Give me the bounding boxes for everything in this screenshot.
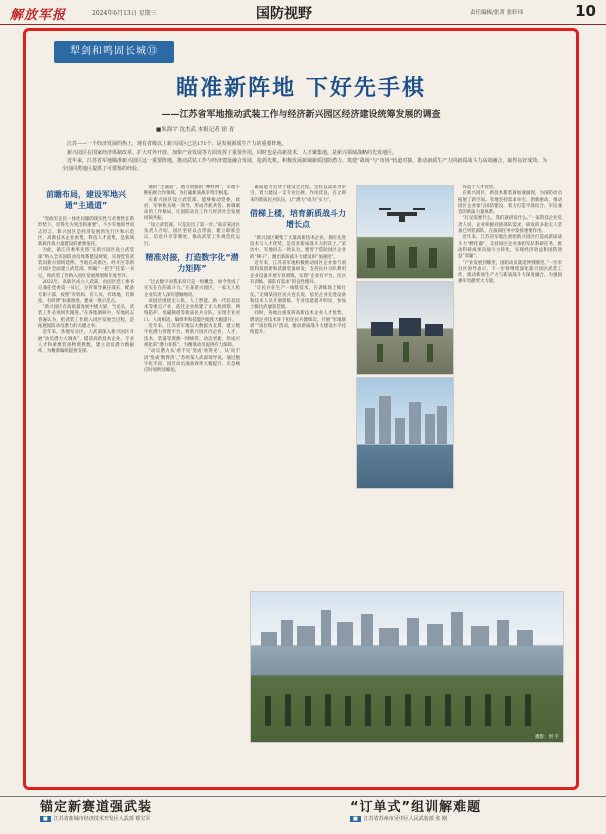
byline-marker: ■ xyxy=(350,816,361,822)
body-paragraph: 为此，镇江市委率先将“在新兴园区设立武装部”纳入全市国防动员体系建设规划，实现党管武装向新兴领域延伸。当地在高新区、经开区等新兴园区全面建立武装部，明确“一把手”任第一书记，将武装工作纳入园区发展规划和年度考评。 xyxy=(38,248,134,279)
article-column-1 xyxy=(38,185,134,745)
body-paragraph: “产业发展到哪里，国防动员就延伸到哪里。”一位军分区领导表示，下一步将继续深化新兴园区武装工作，推动新质生产力与新质战斗力深度融合，为强国强军贡献更大力量。 xyxy=(458,260,562,285)
article-byline: ■朱海宇 沈杰武 本报记者 徐 青 xyxy=(156,127,235,133)
body-paragraph: 近年来，江苏省军地注重把新兴园区打造成新质战斗力“孵化器”，支持园区企业承担军队科研任务，推动科研成果向战斗力转化，实现经济效益和国防效益“双赢”。 xyxy=(458,235,562,260)
body-paragraph: 2022年，高新区成立人武部，由园区党工委书记兼任党委第一书记，分管领导兼任部长，配备专职干部，按照“有机构、有人员、有场地、有制度、有经费”标准推进，建成一批示范点。 xyxy=(38,279,134,304)
article-column-2 xyxy=(144,185,240,745)
page-number: 10 xyxy=(575,2,596,20)
body-paragraph: 素质能力贯穿于建设全过程。坚持以需求为牵引，着力建设一支专业过硬、作风优良、召之即来的新质民兵队伍，让“潜力”成为“实力”。 xyxy=(250,185,346,203)
bottom-right-byline-text: 江苏省苏州市吴中区人民武装部 张 刚 xyxy=(363,816,447,822)
photo-drone-training xyxy=(356,185,454,279)
bottom-left-byline-text: 江苏省盐城市经济技术开发区人武部 蔡宝军 xyxy=(53,816,151,822)
drone-icon xyxy=(357,186,453,278)
bottom-right-byline xyxy=(350,815,447,822)
building-icon xyxy=(357,378,453,488)
body-paragraph: 近年来，江苏省军地积极推动园区企业参与国防科技创新和武器装备研发，支持民兵分队利用企业设备开展专业训练，实现“企业有平台、民兵有训练、部队有需求”的良性循环。 xyxy=(250,261,346,285)
photo-industrial-park xyxy=(356,377,454,489)
body-paragraph: 该园区围绕无人机、人工智能、新一代信息技术等重点产业，依托企业组建了无人机侦察、网络防护、电磁频谱等新质民兵分队，实现专业对口、人岗相适，编组率和技能匹配度大幅提升。 xyxy=(144,298,240,323)
bottom-left-headline: 锚定新赛道强武装 xyxy=(40,800,153,815)
lead-paragraph: 近年来，江苏省军地瞄准新兴园区这一重要阵地，推动武装工作与经济建设融合发展，抢抓先机、积极发展新域新质国防潜力、筑建“战场”与“市场”轨道对接，推动新质生产力同新质战斗力高效融合，取得良好成效，为全国同类地区提供了可借鉴的经验。 xyxy=(62,158,548,172)
body-paragraph: “新兴园区聚集了大量高新技术企业，拥有先进技术与人才优势，是培育新质战斗力的沃土。”采访中，军地同志一致认为，要善于借助园区企业的“梯子”，跑出新质战斗力建设的“加速度”。 xyxy=(250,235,346,260)
body-paragraph: “让民兵在生产一线练技术，在训练场上练打仗。”无锡某园区民兵连长说，依托企业先进设备和技术人员开展训练，专业技能提升明显，参加上级比武屡获佳绩。 xyxy=(250,286,346,311)
section-subhead: 前瞻布局，建设军地兴通“主通道” xyxy=(46,190,126,210)
body-paragraph: 在新兴园区，新技术新装备加速涌现，为国防动员拓展了新空间。军地坚持需求牵引、创新驱动，推动园区企业参与国防建设，着力打造平战结合、军民兼容的新质力量体系。 xyxy=(458,191,562,216)
body-paragraph: 近年来，江苏省军地以大数据为支撑，建立数字化潜力管理平台，将新兴园区内企业、人才、技术、装备等资源一网统管、动态更新，形成可视化的“潜力矩阵”，为精准动员提供有力保障。 xyxy=(144,324,240,348)
bottom-right-headline: “订单式”组训解难题 xyxy=(350,800,482,815)
body-paragraph: “设立武装部，只是迈出了第一步。”南京某园区负责人介绍，园区坚持以点带面，建立联席会议、信息共享等制度，推动武装工作规范化运行。 xyxy=(144,222,240,247)
newspaper-brand: 解放军报 xyxy=(10,8,67,23)
issue-date: 2024年6月13日 星期三 xyxy=(92,10,157,17)
section-title: 国防视野 xyxy=(256,6,312,22)
article-lead xyxy=(62,141,552,174)
body-paragraph: “过去数字对我来说只是一组概念，如今变成了实实在在的战斗力。”在某新兴园区，一家无人机企业负责人深有感触地说。 xyxy=(144,279,240,298)
section-subhead: 精准对接，打造数字化“潜力矩阵” xyxy=(145,252,239,273)
body-paragraph: “动员潜力从‘看不见’变成‘看得见’，从‘说不清’变成‘数得清’。”苏州某人武部领导说，通过数字化手段，园区动员准备效率大幅提升，应急响应时间明显缩短。 xyxy=(144,349,240,374)
masthead xyxy=(0,0,606,25)
body-paragraph: “党政军企民一体化问题的现实性与必要性在新形势下，显得尤为突出和重要”。不少军地领导同志坦言，新兴园区是经济发展的先行区和示范区，高新技术企业密集，科技人才富集，是新域新质作战力量建设的重要依托。 xyxy=(38,217,134,248)
bottom-left-byline xyxy=(40,815,150,822)
photo-credit: 摄影：周 宇 xyxy=(535,735,559,740)
body-paragraph: 得益于人才优势。 xyxy=(462,185,498,190)
lead-paragraph: 江苏——一个经济发展的热土，现有省级以上新兴园区已达171个，是发展新质生产力的重要阵地。 xyxy=(67,141,287,147)
body-paragraph: “打仗需要什么，我们就研发什么。”一家科技企业负责人说，企业积极对接部队需求，研发的多款无人装备已列装部队，在演训任务中发挥重要作用。 xyxy=(458,216,562,235)
lead-paragraph: 新兴园区在国家经济体制改革、扩大对外开放、加快产业发展等方面发挥了重要作用，同时也是高新技术、人才聚集地，是新兴领域战略的先发地区。 xyxy=(67,149,398,156)
body-paragraph: 通的“主通道”，潜力资源的“神经网”，军地不断拓展合作领域，为打赢新质战争筑牢根基。 xyxy=(144,185,240,197)
column-tag: 犁剑和鸣固长城⑬ xyxy=(54,41,174,63)
section-subhead: 借梯上楼，培育新质战斗力增长点 xyxy=(250,208,346,229)
editor-credit: 责任编辑/张菁 张轩玮 xyxy=(470,10,524,16)
article-headline: 瞄准新阵地 下好先手棋 xyxy=(176,76,426,101)
equipment-icon xyxy=(357,282,453,374)
feature-article-frame xyxy=(23,28,579,790)
body-paragraph: 近年来，各地军分区、人武部深入新兴园区开展“动员潜力大调查”，摸清高新技术企业、专业人才和重要装备物资底数，建立动员潜力数据库，为精准编组提供支撑。 xyxy=(38,330,134,355)
photo-equipment-display xyxy=(356,281,454,375)
article-subheadline: ——江苏省军地推动武装工作与经济新兴园区经济建设统筹发展的调查 xyxy=(161,110,441,120)
byline-marker: ■ xyxy=(40,816,51,822)
photo-city-drill xyxy=(250,591,564,743)
body-paragraph: “新兴园区在高质量发展中挑大梁、当龙头，武装工作必须同步跟进。”在各地调研中，军地同志普遍认为，把武装工作嵌入园区发展全过程，是拓展国防动员潜力的关键之举。 xyxy=(38,305,134,330)
body-paragraph: 同时，各地注重发挥高新技术企业人才优势，聘请企业技术骨干担任民兵教练员，开展“军地联训”“岗位练兵”活动，推动新质战斗力建设水平持续提升。 xyxy=(250,311,346,336)
body-paragraph: 在新兴园区设立武装部，能够推动党委、政府、军事机关统一领导，形成齐抓共管、协调联动的工作格局，让国防动员工作与经济社会发展同频共振。 xyxy=(144,197,240,222)
skyline-icon xyxy=(251,592,563,742)
